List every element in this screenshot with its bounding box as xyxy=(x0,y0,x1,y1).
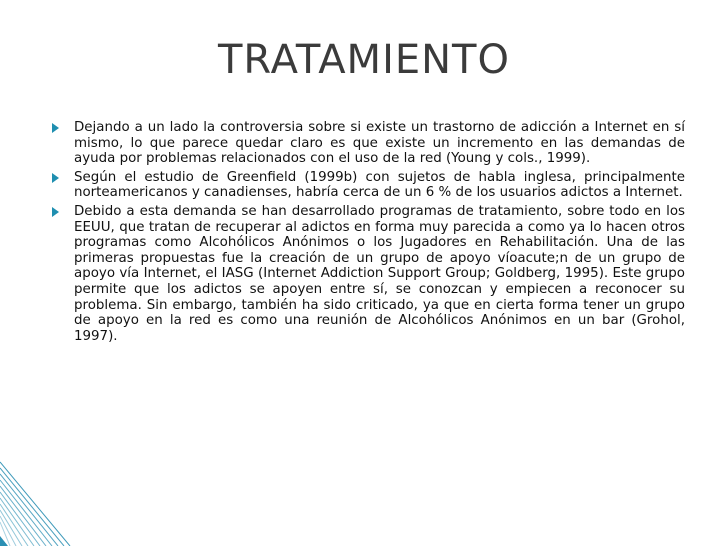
arrow-bullet-icon xyxy=(52,123,59,133)
bullet-text: Según el estudio de Greenfield (1999b) con sujetos de habla inglesa, principalmente norteamericanos y canadienses, habría cerca de un 6 % de los usuarios adictos a Internet. xyxy=(74,169,685,201)
bullet-item xyxy=(52,204,685,344)
arrow-bullet-icon xyxy=(52,207,59,217)
bullet-text: Dejando a un lado la controversia sobre si existe un trastorno de adicción a Internet en sí mismo, lo que parece quedar claro es que existe un incremento en las demandas de ayuda por problemas relacionados con el uso de la red (Young y cols., 1999). xyxy=(74,120,685,167)
decor-lines xyxy=(0,462,70,546)
bullet-text: Debido a esta demanda se han desarrollado programas de tratamiento, sobre todo en los EEUU, que tratan de recuperar al adictos en forma muy parecida a como ya lo hacen otros programas como Alcohólicos Anónimos o los Jugadores en Rehabilitación. Una de las primeras propuestas fue la creación de un grupo de apoyo víoacute;n de un grupo de apoyo vía Internet, el IASG (Internet Addiction Support Group; Goldberg, 1995). Este grupo permite que los adictos se apoyen entre sí, se conozcan y empiecen a reconocer su problema. Sin embargo, también ha sido criticado, ya que en cierta forma tener un grupo de apoyo en la red es como una reunión de Alcohólicos Anónimos en un bar (Grohol, 1997). xyxy=(74,203,685,344)
arrow-bullet-icon xyxy=(52,173,59,183)
bullet-list xyxy=(52,120,685,347)
bullet-item xyxy=(52,170,685,201)
slide-title: TRATAMIENTO xyxy=(218,37,510,83)
bullet-item xyxy=(52,120,685,167)
bottom-decoration xyxy=(0,440,728,546)
